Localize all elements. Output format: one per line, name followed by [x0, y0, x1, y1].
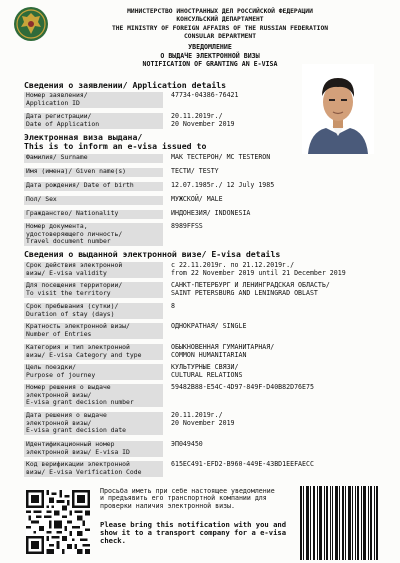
- section-issued-en: This is to inform an e-visa issued to: [24, 141, 207, 151]
- value-nationality: ИНДОНЕЗИЯ/ INDONESIA: [171, 209, 251, 217]
- footer-note-ru: Просьба иметь при себе настоящее уведомление и предъявить его транспортной компании для проверки наличия электронной визы.: [100, 487, 275, 510]
- label-evisa-id: Идентификационный номер электронной визы/ E-visa ID: [24, 441, 163, 457]
- value-surname: МАК ТЕСТЕРОН/ MC TESTERON: [171, 153, 271, 161]
- barcode-icon: [300, 486, 378, 560]
- label-verification-code: Код верификации электронной визы/ E-visa Verification Code: [24, 461, 163, 477]
- ministry-name-ru: МИНИСТЕРСТВО ИНОСТРАННЫХ ДЕЛ РОССИЙСКОЙ ФЕДЕРАЦИИ: [127, 8, 313, 15]
- value-given-names: ТЕСТИ/ TESTY: [171, 167, 219, 175]
- document-title-en: NOTIFICATION OF GRANTING AN E-VISA: [142, 60, 278, 68]
- value-verification-code: 615EC491-EFD2-B960-449E-43BD1EEFAECC: [171, 460, 314, 468]
- value-duration: 8: [171, 302, 175, 310]
- label-application-id: Номер заявления/ Application ID: [24, 92, 163, 108]
- document-title-ru: [60, 43, 360, 60]
- footer-note-en: Please bring this notification with you and show it to a transport company for a e-visa check.: [100, 520, 287, 545]
- value-territory: САНКТ-ПЕТЕРБУРГ И ЛЕНИНГРАДСКАЯ ОБЛАСТЬ/ SAINT PETERSBURG AND LENINGRAD OBLAST: [171, 281, 330, 297]
- label-sex: Пол/ Sex: [24, 196, 163, 205]
- section-evisa-details: Сведения о выданной электронной визе/ E-visa details: [24, 249, 281, 259]
- label-nationality: Гражданство/ Nationality: [24, 210, 163, 219]
- value-decision-date: 20.11.2019г./ 20 November 2019: [171, 411, 235, 427]
- label-duration: Срок пребывания (сутки)/ Duration of stay (days): [24, 303, 163, 319]
- department-name-en: CONSULAR DEPARTMENT: [183, 33, 257, 41]
- label-given-names: Имя (имена)/ Given name(s): [24, 168, 163, 177]
- label-evisa-validity: Срок действия электронной визы/ E-visa validity: [24, 262, 163, 278]
- title-ru-line-1: УВЕДОМЛЕНИЕ: [188, 43, 232, 51]
- value-entries: ОДНОКРАТНАЯ/ SINGLE: [171, 322, 247, 330]
- label-decision-number: Номер решения о выдаче электронной визы/ E-visa grant decision number: [24, 384, 163, 407]
- value-category: ОБЫКНОВЕННАЯ ГУМАНИТАРНАЯ/ COMMON HUMANITARIAN: [171, 343, 275, 359]
- label-surname: Фамилия/ Surname: [24, 154, 163, 163]
- label-date-of-birth: Дата рождения/ Date of birth: [24, 182, 163, 191]
- value-application-id: 47734-04386-76421: [171, 91, 239, 99]
- department-name-ru: КОНСУЛЬСКИЙ ДЕПАРТАМЕНТ: [176, 16, 264, 24]
- label-territory: Для посещения территории/ To visit the territory: [24, 282, 163, 298]
- section-issued-to: [24, 133, 206, 151]
- qr-code-icon: [26, 490, 90, 554]
- value-evisa-validity: с 22.11.2019г. по 21.12.2019г./ from 22 November 2019 until 21 December 2019: [171, 261, 346, 277]
- ministry-header-en: [50, 25, 390, 41]
- label-purpose: Цель поездки/ Purpose of journey: [24, 364, 163, 380]
- eagle-emblem-icon: [13, 6, 49, 42]
- label-category: Категория и тип электронной визы/ E-visa Category and type: [24, 344, 163, 360]
- value-purpose: КУЛЬТУРНЫЕ СВЯЗИ/ CULTURAL RELATIONS: [171, 363, 243, 379]
- label-travel-document: Номер документа, удостоверяющего личность/ Travel document number: [24, 223, 163, 246]
- label-decision-date: Дата решения о выдаче электронной визы/ E-visa grant decision date: [24, 412, 163, 435]
- ministry-name-en: THE MINISTRY OF FOREIGN AFFAIRS OF THE RUSSIAN FEDERATION: [111, 25, 329, 32]
- ministry-header-ru: [50, 8, 390, 24]
- label-application-date: Дата регистрации/ Date of Application: [24, 113, 163, 129]
- section-application-details: Сведения о заявлении/ Application details: [24, 80, 227, 90]
- title-ru-line-2: О ВЫДАЧЕ ЭЛЕКТРОННОЙ ВИЗЫ: [160, 51, 260, 60]
- value-date-of-birth: 12.07.1985г./ 12 July 1985: [171, 181, 275, 189]
- value-evisa-id: ЭП049450: [171, 440, 203, 448]
- value-travel-document: 8989FFSS: [171, 222, 203, 230]
- label-entries: Кратность электронной визы/ Number of Entries: [24, 323, 163, 339]
- value-application-date: 20.11.2019г./ 20 November 2019: [171, 112, 235, 128]
- value-sex: МУЖСКОЙ/ MALE: [171, 195, 223, 203]
- section-issued-ru: Электронная виза выдана/: [24, 132, 143, 142]
- value-decision-number: 59482B88-E54C-4D97-849F-D40B82D76E75: [171, 383, 314, 391]
- applicant-photo: [302, 64, 374, 154]
